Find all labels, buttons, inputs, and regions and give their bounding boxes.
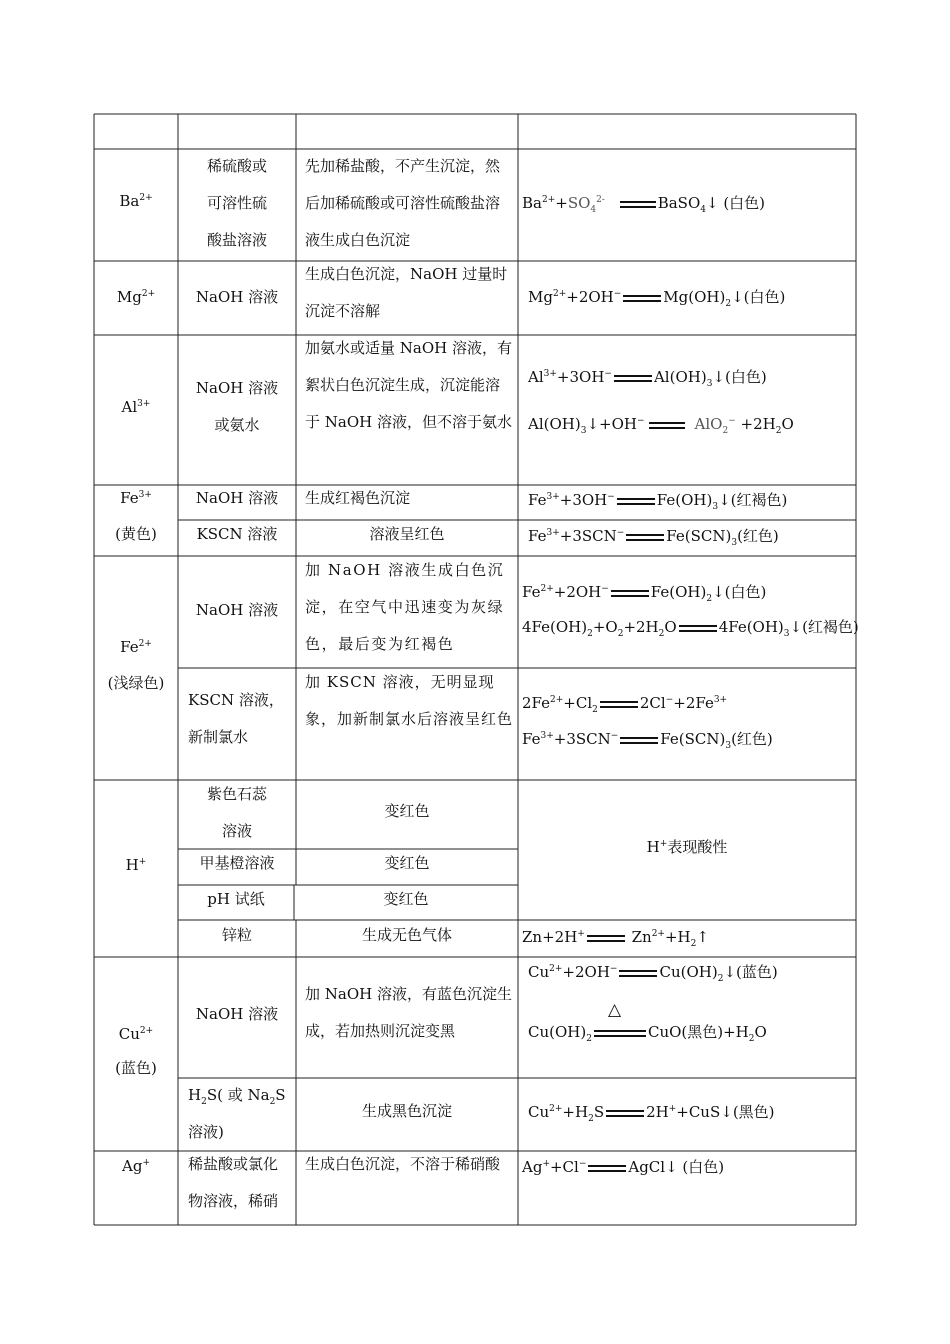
equals-sign	[587, 935, 625, 942]
equals-sign	[611, 590, 649, 597]
equals-sign	[620, 201, 656, 208]
equals-sign	[594, 1030, 646, 1037]
reagent-h-2: 甲基橙溶液	[199, 854, 275, 872]
ion-cu: $Cu^{2+}$	[118, 1025, 154, 1043]
phenomenon-h-1: 变红色	[384, 802, 430, 820]
reagent-fe2-1: NaOH 溶液	[195, 601, 279, 619]
reagent-ag: 稀盐酸或氯化物溶液，稀硝	[188, 1155, 279, 1210]
equals-sign	[617, 498, 655, 505]
phenomenon-fe2-2: 加 KSCN 溶液，无明显现象，加新制氯水后溶液呈红色	[305, 673, 514, 728]
equation-h-1: Zn+2H+ $Zn^{2+}+H_2↑$	[522, 928, 709, 949]
reagent-h-4: 锌粒	[221, 926, 252, 944]
phenomenon-fe3-1: 生成红褐色沉淀	[305, 489, 411, 507]
equation-cu-2: $Cu(OH)_2$ CuO(黑色)$+H_2O$	[528, 1023, 767, 1044]
phenomenon-cu-2: 生成黑色沉淀	[361, 1102, 452, 1120]
ion-fe2: $Fe^{2+}$	[120, 638, 152, 656]
equals-sign	[588, 1165, 626, 1172]
phenomenon-cu-1: 加 NaOH 溶液，有蓝色沉淀生成，若加热则沉淀变黑	[305, 985, 512, 1040]
equals-sign	[626, 534, 664, 541]
reagent-h-3: pH 试纸	[207, 890, 265, 908]
ion-fe3-color: (黄色)	[115, 525, 157, 543]
equation-ba-1: $Ba^{2+}+SO_4^{2-}$ BaSO$_4$↓ (白色)	[522, 194, 766, 215]
equals-sign	[623, 295, 661, 302]
ion-ba: $Ba^{2+}$	[119, 192, 153, 210]
equation-fe2-3: $2Fe^{2+}+Cl_2$ $2Cl^-+2Fe^{3+}$	[522, 694, 728, 715]
equation-fe3-2: $Fe^{3+}+3SCN^-$ $Fe(SCN)_3$(红色)	[528, 527, 779, 548]
reagent-cu-2: $H_2S$( 或 $Na_2S$ 溶液)	[188, 1086, 286, 1141]
equation-cu-1: $Cu^{2+}+2OH^-$ $Cu(OH)_2↓$(蓝色)	[528, 963, 778, 984]
equation-al-1: $Al^{3+}+3OH^-$ $Al(OH)_3↓$(白色)	[528, 368, 767, 389]
ion-ag: Ag+	[122, 1157, 150, 1175]
ion-cu-color: (蓝色)	[115, 1059, 157, 1077]
equals-sign	[679, 625, 717, 632]
reagent-fe2-2: KSCN 溶液，新制氯水	[188, 691, 284, 746]
equation-fe2-1: $Fe^{2+}+2OH^-$ $Fe(OH)_2↓$(白色)	[522, 583, 767, 604]
equation-fe2-4: $Fe^{3+}+3SCN^-$ $Fe(SCN)_3$(红色)	[522, 730, 773, 751]
equals-sign	[649, 422, 685, 429]
phenomenon-h-4: 生成无色气体	[361, 926, 452, 944]
reagent-al: NaOH 溶液或氨水	[195, 379, 279, 434]
reagent-h-1: 紫色石蕊溶液	[206, 785, 267, 840]
ion-fe2-color: (浅绿色)	[107, 674, 165, 692]
phenomenon-al: 加氨水或适量 NaOH 溶液，有絮状白色沉淀生成，沉淀能溶于 NaOH 溶液，但不溶于氨水	[305, 339, 512, 431]
equals-sign	[620, 737, 658, 744]
equation-ag-1: Ag++Cl− AgCl↓ (白色)	[522, 1158, 725, 1176]
acidity-note: H+表现酸性	[646, 838, 728, 856]
equation-mg-1: $Mg^{2+}+2OH^-$ $Mg(OH)_2↓$(白色)	[528, 288, 786, 309]
reagent-fe3-2: KSCN 溶液	[196, 525, 278, 543]
ion-fe3: $Fe^{3+}$	[120, 489, 152, 507]
phenomenon-fe3-2: 溶液呈红色	[369, 525, 445, 543]
ion-mg: $Mg^{2+}$	[116, 288, 156, 306]
reagent-fe3-1: NaOH 溶液	[195, 489, 279, 507]
equation-fe2-2: $4Fe(OH)_2+O_2+2H_2O$ $4Fe(OH)_3↓$(红褐色)	[522, 618, 859, 639]
phenomenon-mg: 生成白色沉淀，NaOH 过量时沉淀不溶解	[305, 265, 508, 320]
equation-fe3-1: $Fe^{3+}+3OH^-$ $Fe(OH)_3↓$(红褐色)	[528, 491, 788, 512]
ion-h: H+	[125, 856, 147, 874]
ion-al: $Al^{3+}$	[121, 398, 151, 416]
reagent-mg: NaOH 溶液	[195, 288, 279, 306]
phenomenon-h-3: 变红色	[383, 890, 429, 908]
heat-triangle-icon: △	[608, 1000, 622, 1020]
equals-sign	[619, 970, 657, 977]
reagent-cu-1: NaOH 溶液	[195, 1005, 279, 1023]
equals-sign	[614, 375, 652, 382]
equation-al-2: $Al(OH)_3↓+OH^-$ $AlO_2^- +2H_2O$	[528, 415, 794, 436]
phenomenon-fe2-1: 加 NaOH 溶液生成白色沉淀，在空气中迅速变为灰绿色，最后变为红褐色	[305, 561, 505, 653]
equals-sign	[600, 701, 638, 708]
phenomenon-ba: 先加稀盐酸，不产生沉淀，然后加稀硫酸或可溶性硫酸盐溶液生成白色沉淀	[305, 157, 501, 249]
reagent-ba: 稀硫酸或可溶性硫酸盐溶液	[206, 157, 267, 249]
equation-cu-3: $Cu^{2+}+H_2S$ 2H++CuS↓(黑色)	[528, 1103, 775, 1124]
phenomenon-h-2: 变红色	[384, 854, 430, 872]
equals-sign	[606, 1110, 644, 1117]
phenomenon-ag: 生成白色沉淀，不溶于稀硝酸	[305, 1155, 501, 1173]
